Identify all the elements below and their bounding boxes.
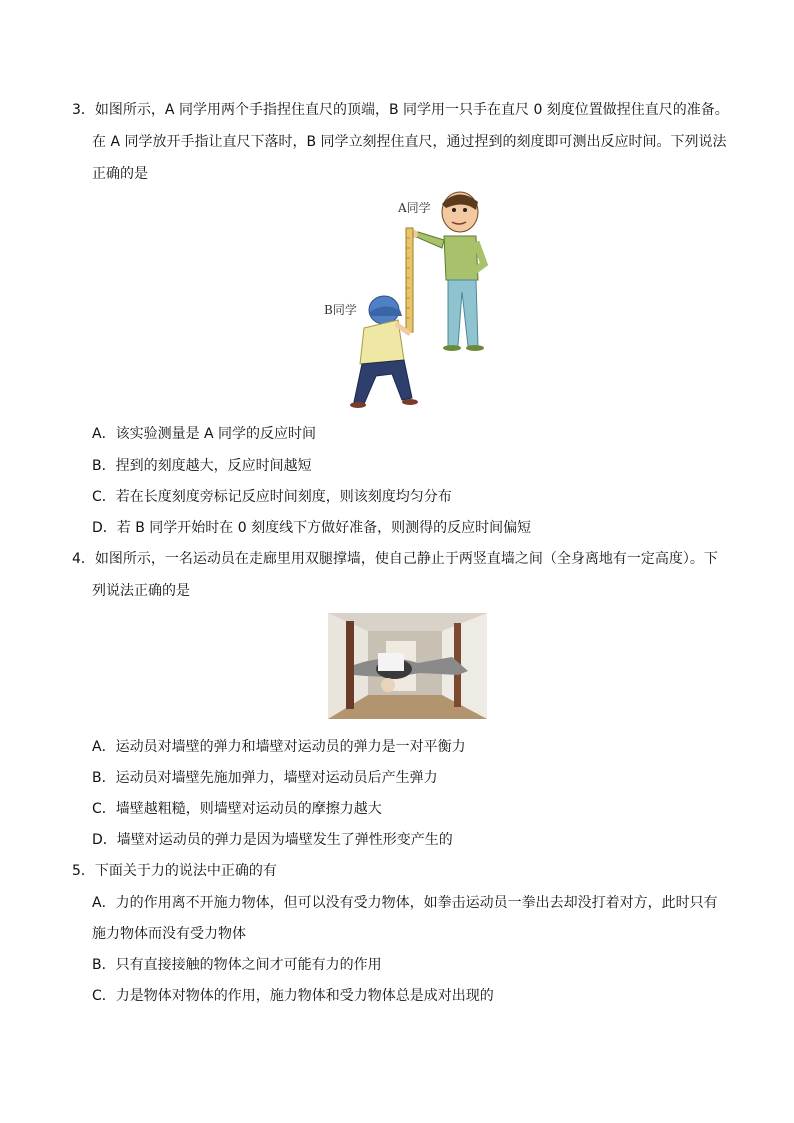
question-5-option-a-line-2: 施力物体而没有受力物体 <box>92 926 246 942</box>
question-3-option-c: C．若在长度刻度旁标记反应时间刻度，则该刻度均匀分布 <box>92 489 452 505</box>
question-3-option-d: D．若 B 同学开始时在 0 刻度线下方做好准备，则测得的反应时间偏短 <box>92 520 532 536</box>
question-5-stem-line-1 <box>72 861 277 881</box>
question-4-text-1: 如图所示，一名运动员在走廊里用双腿撑墙，使自己静止于两竖直墙之间（全身离地有一定高度）。下 <box>94 551 718 567</box>
question-5-option-b: B．只有直接接触的物体之间才可能有力的作用 <box>92 957 382 973</box>
student-a-illustration <box>410 192 484 351</box>
question-4-number: 4． <box>72 551 95 567</box>
figure-label-student-a: A同学 <box>398 201 431 215</box>
question-3-stem-line-2: 在 A 同学放开手指让直尺下落时，B 同学立刻捏住直尺，通过捏到的刻度即可测出反应时间。下列说法 <box>92 134 727 150</box>
question-4-option-c: C．墙壁越粗糙，则墙壁对运动员的摩擦力越大 <box>92 801 382 817</box>
ruler-illustration <box>406 228 413 332</box>
question-3-stem-line-3: 正确的是 <box>92 166 148 182</box>
question-4-option-a: A．运动员对墙壁的弹力和墙壁对运动员的弹力是一对平衡力 <box>92 739 466 755</box>
question-3-option-a: A．该实验测量是 A 同学的反应时间 <box>92 426 317 442</box>
figure-label-student-b: B同学 <box>324 303 357 317</box>
question-5-option-c: C．力是物体对物体的作用，施力物体和受力物体总是成对出现的 <box>92 988 494 1004</box>
question-3-text-1: 如图所示，A 同学用两个手指捏住直尺的顶端，B 同学用一只手在直尺 0 刻度位置做捏住直尺的准备。 <box>94 102 729 118</box>
question-3-figure <box>318 188 498 414</box>
question-4-option-b: B．运动员对墙壁先施加弹力，墙壁对运动员后产生弹力 <box>92 770 438 786</box>
question-4-option-d: D．墙壁对运动员的弹力是因为墙壁发生了弹性形变产生的 <box>92 832 453 848</box>
question-4-photo <box>328 613 487 719</box>
question-3-option-b: B．捏到的刻度越大，反应时间越短 <box>92 458 312 474</box>
question-5-option-a-line-1: A．力的作用离不开施力物体，但可以没有受力物体，如拳击运动员一拳出去却没打着对方，此时只有 <box>92 895 718 911</box>
question-3-stem-line-1 <box>72 100 729 120</box>
question-4-stem-line-1 <box>72 549 718 569</box>
question-3-number: 3． <box>72 102 95 118</box>
question-5-number: 5． <box>72 863 95 879</box>
question-5-text-1: 下面关于力的说法中正确的有 <box>94 863 277 879</box>
question-4-stem-line-2: 列说法正确的是 <box>92 583 190 599</box>
